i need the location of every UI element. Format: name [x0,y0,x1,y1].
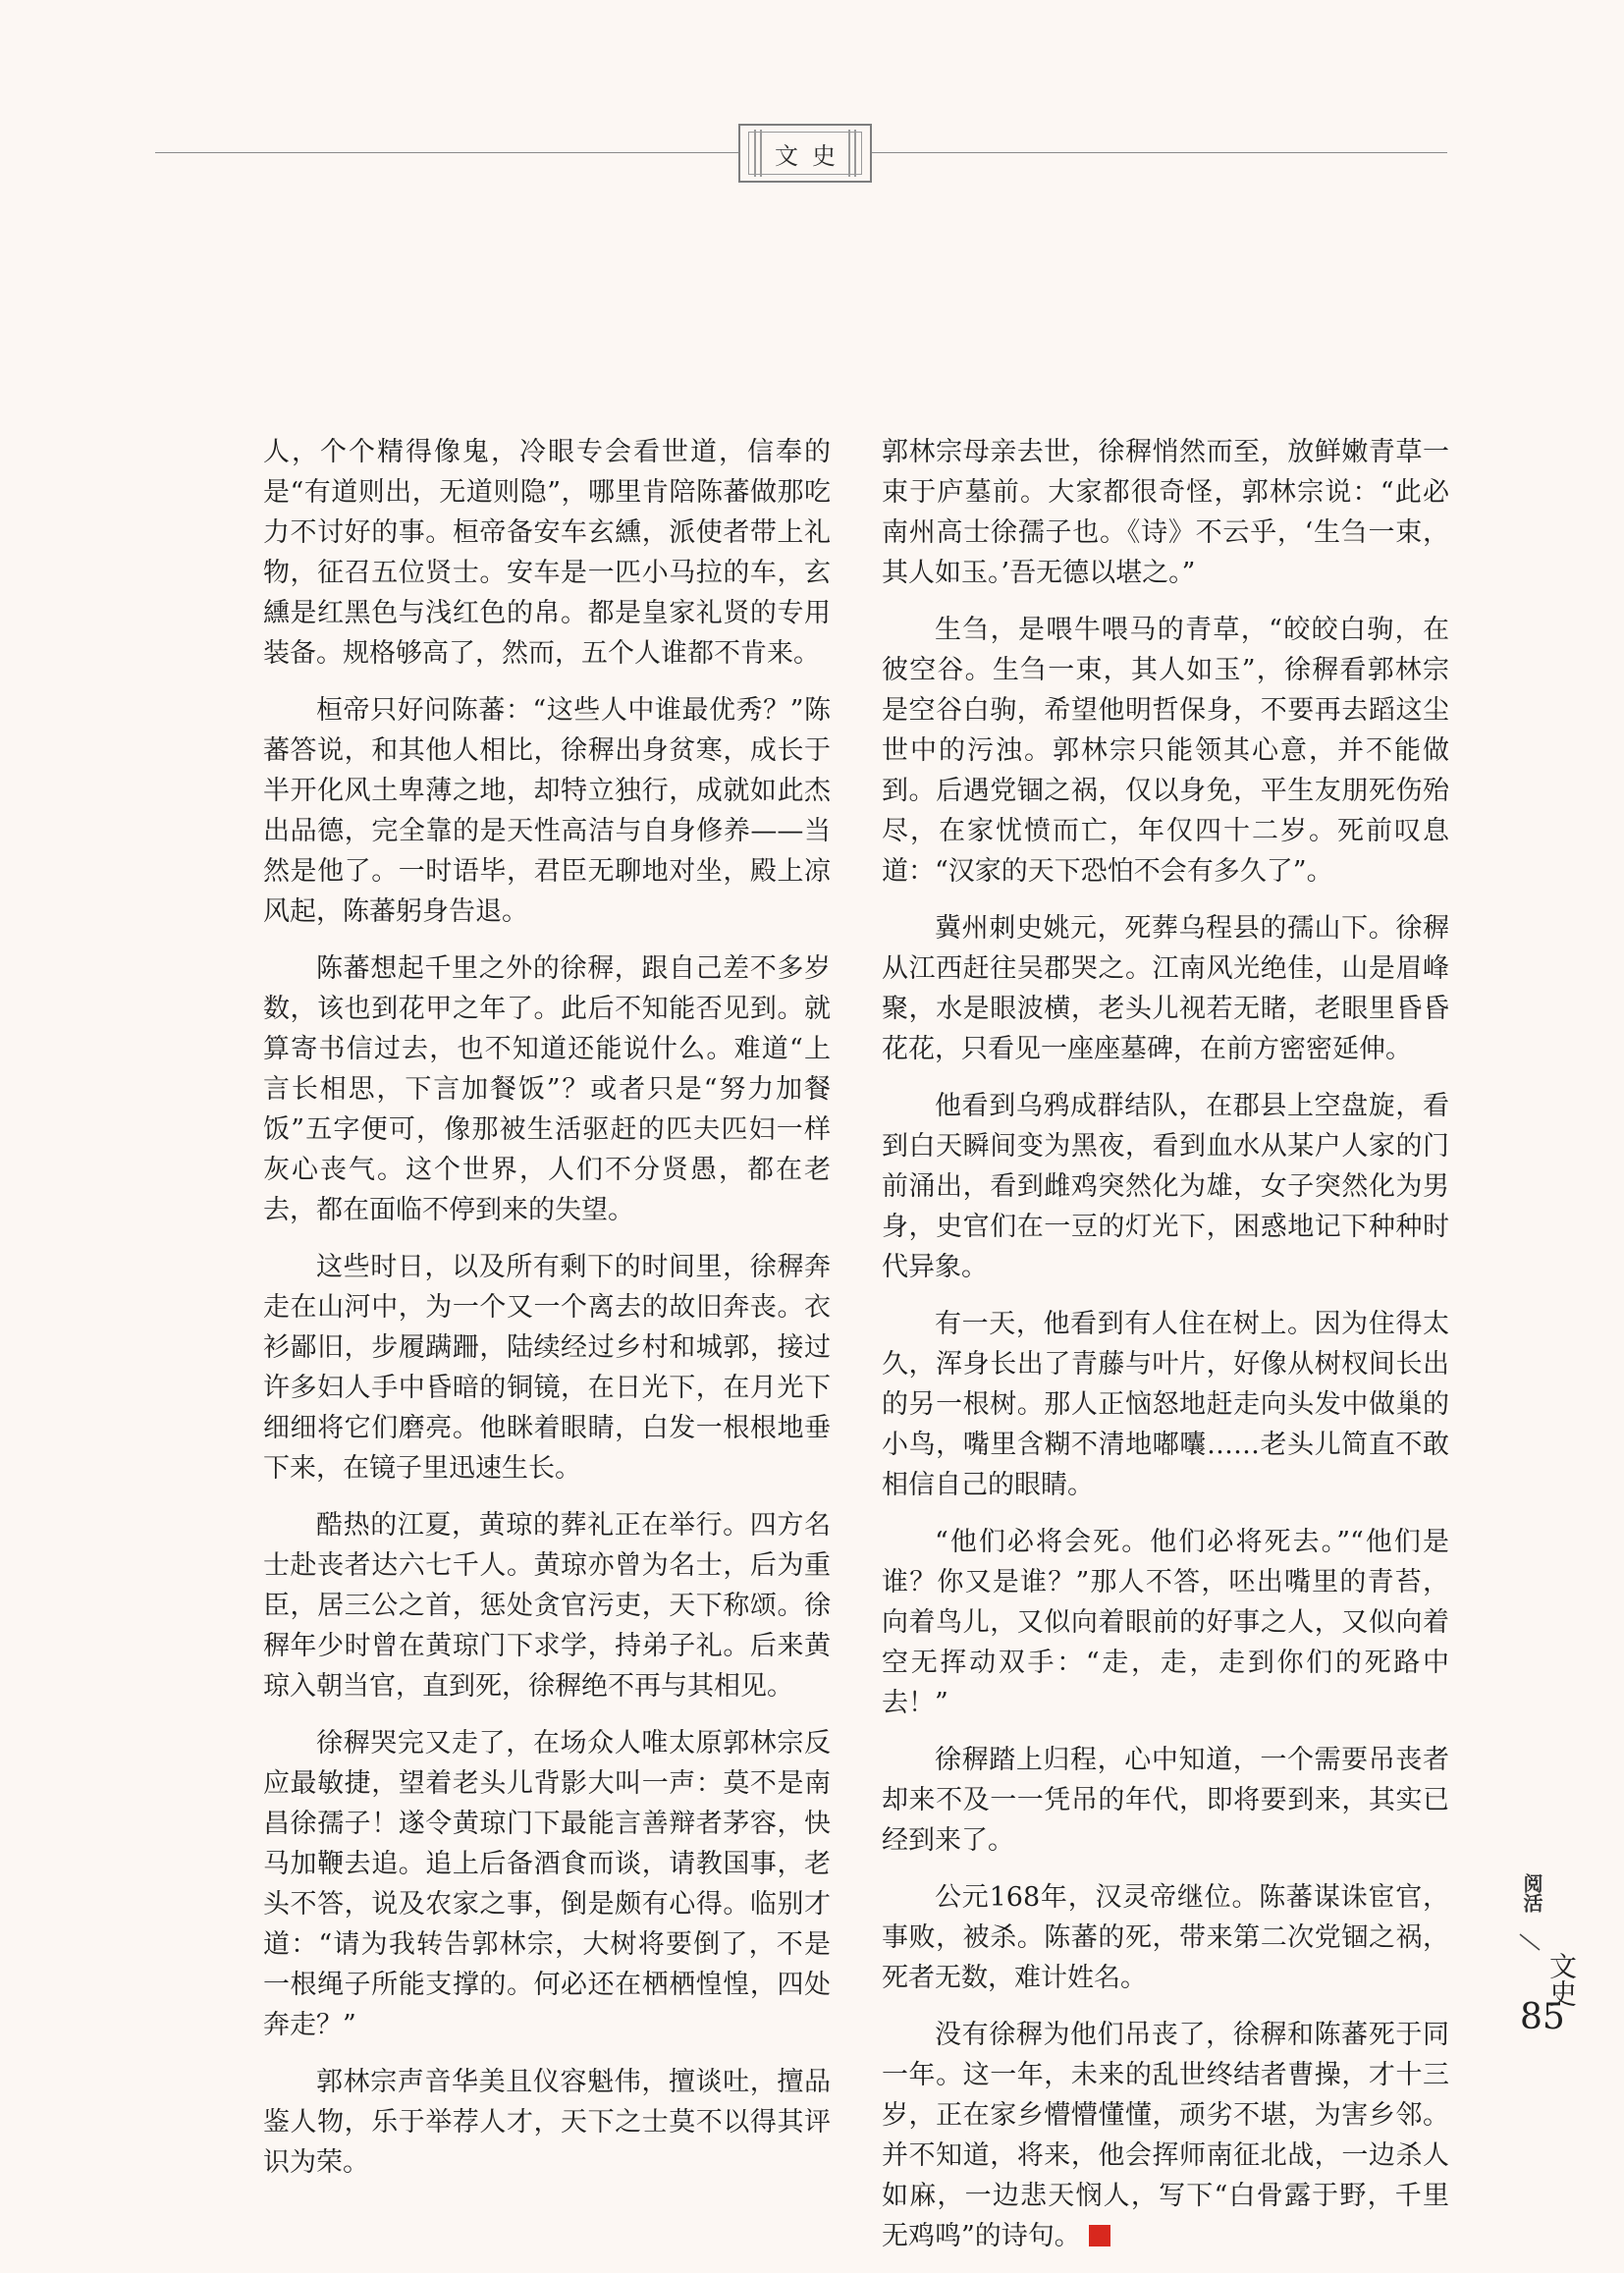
footer-section: 文史 [1545,1952,1578,2007]
left-column [263,432,831,2199]
paragraph: 这些时日，以及所有剩下的时间里，徐稺奔走在山河中，为一个又一个离去的故旧奔丧。衣衫鄙旧，步履蹒跚，陆续经过乡村和城郭，接过许多妇人手中昏暗的铜镜，在日光下，在月光下细细将它们磨亮。他眯着眼睛，白发一根根地垂下来，在镜子里迅速生长。 [263,1252,831,1484]
paragraph: 他看到乌鸦成群结队，在郡县上空盘旋，看到白天瞬间变为黑夜，看到血水从某户人家的门前涌出，看到雌鸡突然化为雄，女子突然化为男身，史官们在一豆的灯光下，困惑地记下种种时代异象。 [882,1091,1449,1282]
paragraph: 徐稺哭完又走了，在场众人唯太原郭林宗反应最敏捷，望着老头儿背影大叫一声：莫不是南昌徐孺子！遂令黄琼门下最能言善辩者茅容，快马加鞭去追。追上后备酒食而谈，请教国事，老头不答，说及农家之事，倒是颇有心得。临别才道：“请为我转告郭林宗，大树将要倒了，不是一根绳子所能支撑的。何必还在栖栖惶惶，四处奔走？” [263,1728,831,2040]
paragraph: 桓帝只好问陈蕃：“这些人中谁最优秀？”陈蕃答说，和其他人相比，徐稺出身贫寒，成长于半开化风土卑薄之地，却特立独行，成就如此杰出品德，完全靠的是天性高洁与自身修养——当然是他了。一时语毕，君臣无聊地对坐，殿上凉风起，陈蕃躬身告退。 [263,695,831,927]
right-column [882,432,1449,2273]
paragraph: 冀州刺史姚元，死葬乌程县的孺山下。徐稺从江西赶往吴郡哭之。江南风光绝佳，山是眉峰聚，水是眼波横，老头儿视若无睹，老眼里昏昏花花，只看见一座座墓碑，在前方密密延伸。 [882,913,1449,1064]
paragraph-last [882,2015,1449,2256]
paragraph-text: 没有徐稺为他们吊丧了，徐稺和陈蕃死于同一年。这一年，未来的乱世终结者曹操，才十三岁，正在家乡懵懵懂懂，顽劣不堪，为害乡邻。并不知道，将来，他会挥师南征北战，一边杀人如麻，一边悲天悯人，写下“白骨露于野，千里无鸡鸣”的诗句。 [882,2020,1449,2251]
section-badge [738,124,872,183]
paragraph: 有一天，他看到有人住在树上。因为住得太久，浑身长出了青藤与叶片，好像从树杈间长出的另一根树。那人正恼怒地赶走向头发中做巢的小鸟，嘴里含糊不清地嘟囔……老头儿简直不敢相信自己的眼睛。 [882,1309,1449,1500]
header-rule-left [155,152,738,153]
page-number: 85 [1520,1997,1565,2037]
magazine-name: 阅活 [1520,1873,1543,1913]
slash-divider-icon [1518,1930,1542,1954]
paragraph: 人，个个精得像鬼，冷眼专会看世道，信奉的是“有道则出，无道则隐”，哪里肯陪陈蕃做那吃力不讨好的事。桓帝备安车玄纁，派使者带上礼物，征召五位贤士。安车是一匹小马拉的车，玄纁是红黑色与浅红色的帛。都是皇家礼贤的专用装备。规格够高了，然而，五个人谁都不肯来。 [263,437,831,669]
paragraph: “他们必将会死。他们必将死去。”“他们是谁？你又是谁？”那人不答，呸出嘴里的青苔，向着鸟儿，又似向着眼前的好事之人，又似向着空无挥动双手：“走，走，走到你们的死路中去！” [882,1527,1449,1718]
paragraph: 酷热的江夏，黄琼的葬礼正在举行。四方名士赴丧者达六七千人。黄琼亦曾为名士，后为重臣，居三公之首，惩处贪官污吏，天下称颂。徐稺年少时曾在黄琼门下求学，持弟子礼。后来黄琼入朝当官，直到死，徐稺绝不再与其相见。 [263,1510,831,1702]
paragraph: 生刍，是喂牛喂马的青草，“皎皎白驹，在彼空谷。生刍一束，其人如玉”，徐稺看郭林宗是空谷白驹，希望他明哲保身，不要再去蹈这尘世中的污浊。郭林宗只能领其心意，并不能做到。后遇党锢之祸，仅以身免，平生友朋死伤殆尽，在家忧愤而亡，年仅四十二岁。死前叹息道：“汉家的天下恐怕不会有多久了”。 [882,615,1449,887]
paragraph: 公元168年，汉灵帝继位。陈蕃谋诛宦官，事败，被杀。陈蕃的死，带来第二次党锢之祸，死者无数，难计姓名。 [882,1882,1449,1993]
paragraph: 徐稺踏上归程，心中知道，一个需要吊丧者却来不及一一凭吊的年代，即将要到来，其实已经到来了。 [882,1745,1449,1856]
end-of-article-mark [1089,2225,1110,2246]
paragraph: 陈蕃想起千里之外的徐稺，跟自己差不多岁数，该也到花甲之年了。此后不知能否见到。就算寄书信过去，也不知道还能说什么。难道“上言长相思，下言加餐饭”？或者只是“努力加餐饭”五字便可，像那被生活驱赶的匹夫匹妇一样灰心丧气。这个世界，人们不分贤愚，都在老去，都在面临不停到来的失望。 [263,953,831,1225]
section-title: 文史 [775,141,849,170]
paragraph: 郭林宗母亲去世，徐稺悄然而至，放鲜嫩青草一束于庐墓前。大家都很奇怪，郭林宗说：“此必南州高士徐孺子也。《诗》不云乎，‘生刍一束，其人如玉。’吾无德以堪之。” [882,437,1449,588]
header-rule-right [872,152,1447,153]
paragraph: 郭林宗声音华美且仪容魁伟，擅谈吐，擅品鉴人物，乐于举荐人才，天下之士莫不以得其评识为荣。 [263,2067,831,2178]
